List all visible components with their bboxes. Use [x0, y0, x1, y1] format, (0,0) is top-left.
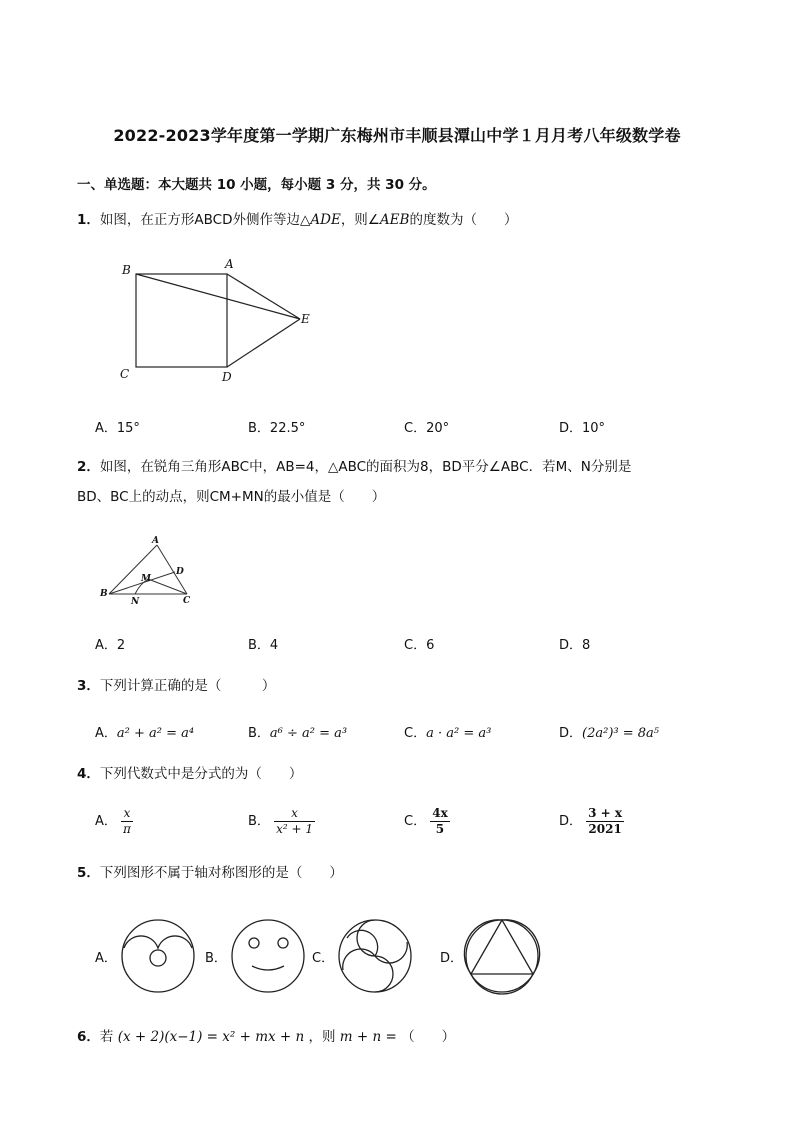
q4-option-d[interactable] — [559, 806, 624, 837]
arc-left — [464, 920, 502, 974]
numerator: x — [121, 806, 133, 822]
q5-figure-a[interactable] — [120, 918, 196, 994]
q1-option-d[interactable]: D．10° — [559, 421, 606, 436]
label-b: B — [100, 589, 108, 599]
outer-circle — [122, 920, 194, 992]
question-number: 3． — [77, 678, 100, 694]
question-text: 如图，在正方形ABCD外侧作等边△ — [99, 212, 311, 228]
q3-option-b[interactable] — [248, 722, 347, 741]
q5-option-c-label[interactable]: C． — [312, 951, 335, 966]
denominator: x² + 1 — [276, 822, 313, 836]
q2-option-b[interactable]: B．4 — [248, 638, 279, 653]
label-n: N — [131, 597, 140, 607]
square-abcd — [136, 274, 227, 367]
question-math: ADE — [310, 212, 341, 228]
numerator: x — [274, 806, 315, 822]
inner-circle — [150, 950, 166, 966]
question-number: 5． — [77, 865, 100, 881]
q3-option-c[interactable] — [404, 722, 491, 741]
fraction — [586, 806, 624, 837]
label-d: D — [176, 567, 184, 577]
question-math: m + n = — [339, 1029, 397, 1045]
fraction — [274, 806, 315, 837]
q5-option-d-label[interactable]: D． — [440, 951, 464, 966]
question-6 — [77, 1022, 455, 1052]
segment-de — [227, 319, 300, 367]
label-a: A — [152, 536, 159, 546]
right-eye — [278, 938, 288, 948]
q2-option-a[interactable]: A．2 — [95, 638, 126, 653]
option-label: B． — [248, 726, 270, 741]
question-5 — [77, 858, 343, 888]
q5-figure-c[interactable] — [337, 918, 413, 994]
option-label: B． — [248, 814, 270, 829]
q1-option-a[interactable]: A．15° — [95, 421, 140, 436]
face-circle — [232, 920, 304, 992]
question-text: ，则 — [308, 1029, 336, 1045]
inscribed-triangle — [471, 920, 533, 974]
q5-option-a-label[interactable]: A． — [95, 951, 117, 966]
label-a: A — [225, 257, 234, 271]
option-label: D． — [559, 814, 583, 829]
fraction — [121, 806, 133, 837]
question-text: 若 — [99, 1029, 114, 1045]
question-text: 下列图形不属于轴对称图形的是（ ） — [99, 865, 343, 881]
q4-option-b[interactable] — [248, 806, 315, 837]
label-c: C — [183, 596, 191, 606]
wave-curve — [124, 936, 192, 948]
label-m: M — [141, 574, 151, 584]
q2-option-d[interactable]: D．8 — [559, 638, 591, 653]
fraction — [430, 806, 450, 837]
question-text: 下列代数式中是分式的为（ ） — [99, 766, 303, 782]
segment-ab — [109, 545, 157, 594]
outer-circle — [466, 920, 538, 992]
question-2 — [77, 452, 717, 512]
option-expression: a² + a² = a⁴ — [116, 726, 195, 741]
option-expression: (2a²)³ = 8a⁵ — [582, 726, 659, 741]
q3-option-d[interactable] — [559, 722, 659, 741]
arc-right — [502, 920, 540, 974]
option-label: A． — [95, 814, 117, 829]
q2-option-c[interactable]: C．6 — [404, 638, 435, 653]
smile-curve — [252, 966, 284, 970]
question-text: 的度数为（ ） — [409, 212, 518, 228]
section-heading: 一、单选题：本大题共 10 小题，每小题 3 分，共 30 分。 — [77, 177, 436, 193]
segment-be — [136, 274, 300, 319]
denominator: 5 — [435, 822, 445, 836]
question-text: （ ） — [401, 1029, 456, 1045]
question-text: BD、BC上的动点，则CM+MN的最小值是（ ） — [77, 489, 386, 505]
q5-figure-b[interactable] — [230, 918, 306, 994]
option-label: C． — [404, 726, 427, 741]
question-math: (x + 2)(x−1) = x² + mx + n — [117, 1029, 305, 1045]
figure-square-triangle — [110, 255, 330, 390]
option-label: A． — [95, 726, 117, 741]
question-number: 6． — [77, 1029, 100, 1045]
question-math: AEB — [379, 212, 410, 228]
question-text: 下列计算正确的是（ ） — [99, 678, 276, 694]
segment-ae — [227, 274, 300, 319]
segment-mc — [148, 579, 187, 594]
denominator: π — [123, 822, 131, 836]
question-number: 1． — [77, 212, 100, 228]
q5-figure-d[interactable] — [464, 918, 540, 994]
option-label: C． — [404, 814, 427, 829]
q4-option-a[interactable] — [95, 806, 133, 837]
q5-option-b-label[interactable]: B． — [205, 951, 227, 966]
q1-option-b[interactable]: B．22.5° — [248, 421, 306, 436]
numerator: 3 + x — [588, 806, 623, 820]
question-number: 2． — [77, 459, 100, 475]
question-text: ，则∠ — [340, 212, 380, 228]
question-1 — [77, 205, 517, 235]
left-eye — [249, 938, 259, 948]
q1-option-c[interactable]: C．20° — [404, 421, 450, 436]
option-expression: a⁶ ÷ a² = a³ — [269, 726, 348, 741]
q3-option-a[interactable] — [95, 722, 194, 741]
label-b: B — [122, 263, 131, 277]
q4-option-c[interactable] — [404, 806, 450, 837]
question-3 — [77, 671, 275, 701]
option-label: D． — [559, 726, 583, 741]
denominator: 2021 — [588, 822, 622, 836]
label-e: E — [301, 312, 310, 326]
option-expression: a · a² = a³ — [426, 726, 492, 741]
numerator: 4x — [432, 806, 448, 820]
question-number: 4． — [77, 766, 100, 782]
question-text: 如图，在锐角三角形ABC中，AB=4，△ABC的面积为8，BD平分∠ABC．若M、N分别是 — [99, 459, 632, 475]
page-title: 2022-2023学年度第一学期广东梅州市丰顺县潭山中学１月月考八年级数学卷 — [113, 126, 681, 145]
figure-acute-triangle — [95, 532, 205, 610]
question-4 — [77, 759, 302, 789]
label-c: C — [120, 367, 130, 381]
label-d: D — [222, 370, 232, 384]
